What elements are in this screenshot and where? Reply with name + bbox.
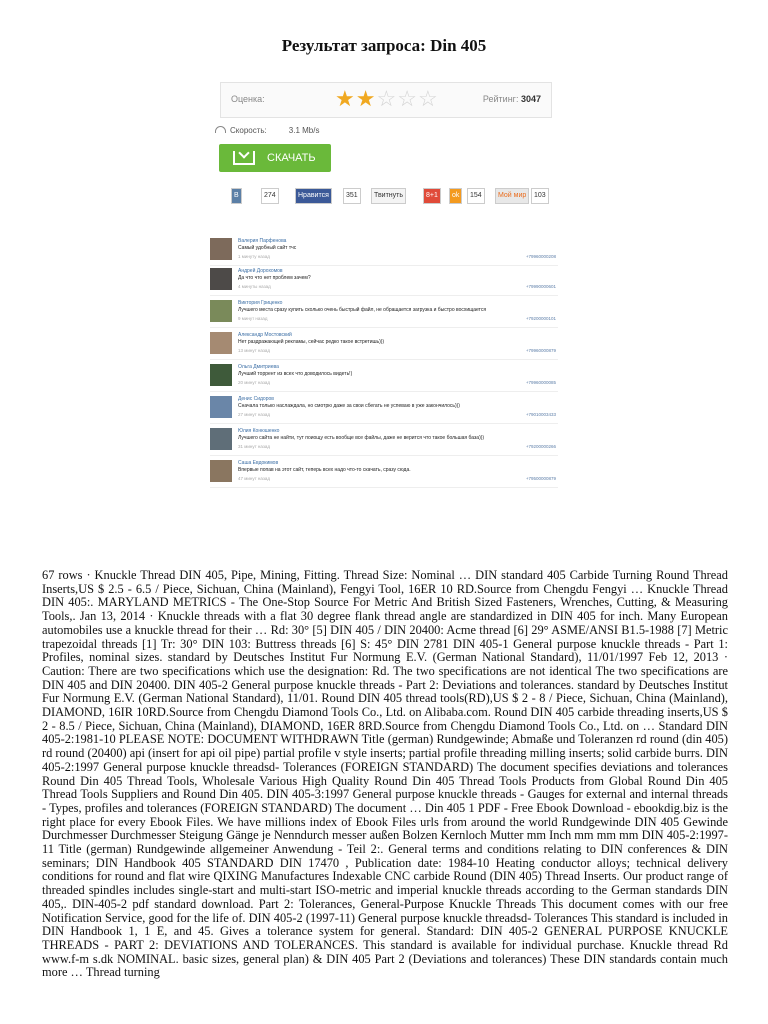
- star-icon[interactable]: ★: [335, 86, 356, 111]
- comment-author[interactable]: Саша Евдокимов: [238, 460, 279, 466]
- comment-text: Сначала только наслаждала, но смотрю даже за свои сбегать не успеваю в уже закончилось))): [238, 403, 460, 409]
- mailru-count: 103: [531, 188, 549, 204]
- vk-icon: В: [234, 192, 239, 199]
- comment-item: [210, 265, 558, 296]
- vk-share-button[interactable]: [231, 188, 242, 204]
- comment-author[interactable]: Виктория Гриценко: [238, 300, 283, 306]
- comment-phone: +79500000879: [525, 476, 556, 481]
- odnoklassniki-icon: ok: [452, 192, 460, 199]
- comment-date: 47 минут назад: [238, 476, 271, 481]
- comment-author[interactable]: Ольга Дмитриева: [238, 364, 279, 370]
- comment-phone: +79960000085: [525, 380, 556, 385]
- avatar: [210, 300, 232, 322]
- star-icon[interactable]: ☆: [397, 86, 418, 111]
- comment-author[interactable]: Валерия Парфенова: [238, 238, 287, 244]
- vk-share-count: 274: [261, 188, 279, 204]
- comment-phone: +79200000266: [525, 444, 556, 449]
- download-label: СКАЧАТЬ: [267, 152, 316, 164]
- comment-phone: +79200000101: [525, 316, 556, 321]
- comment-item: [210, 329, 558, 360]
- google-plus-button[interactable]: [423, 188, 441, 204]
- download-icon: [233, 151, 255, 165]
- comment-phone: +79960000208: [525, 254, 556, 259]
- comment-date: 4 минуты назад: [238, 284, 271, 289]
- comment-item: [210, 361, 558, 392]
- comment-date: 20 минут назад: [238, 380, 271, 385]
- comment-phone: +79960000879: [525, 348, 556, 353]
- avatar: [210, 332, 232, 354]
- star-icon[interactable]: ☆: [376, 86, 398, 111]
- comment-date: 31 минут назад: [238, 444, 271, 449]
- speed-value: 3.1 Mb/s: [288, 126, 320, 135]
- comment-author[interactable]: Александр Мостовский: [238, 332, 292, 338]
- avatar: [210, 364, 232, 386]
- rating-text: Рейтинг:: [482, 94, 519, 104]
- twitter-tweet-button[interactable]: [371, 188, 406, 204]
- comment-item: [210, 425, 558, 456]
- rating-label: Оценка:: [231, 94, 265, 104]
- star-icon[interactable]: ★: [355, 86, 377, 111]
- comment-text: Лучшего сайта не найти, тут поиощу есть вообще все файлы, даже не верится что такое большая база))): [238, 435, 485, 441]
- odnoklassniki-button[interactable]: [449, 188, 462, 204]
- comment-item: [210, 297, 558, 328]
- speed-label: Скорость:: [230, 126, 267, 135]
- comment-text: Лучший торрент из всех что доводилось видеть!): [238, 371, 353, 377]
- comment-author[interactable]: Юлия Конюшенко: [238, 428, 280, 434]
- rating-value: [483, 94, 541, 104]
- odnoklassniki-count: 154: [467, 188, 485, 204]
- comment-item: [210, 235, 558, 266]
- comment-date: 1 минуту назад: [238, 254, 270, 259]
- rating-number: 3047: [520, 94, 541, 104]
- page-title: Результат запроса: Din 405: [281, 36, 487, 55]
- comment-author[interactable]: Андрей Дорохомов: [238, 268, 283, 274]
- comment-text: Да что что нет проблем зачем?: [238, 275, 311, 281]
- download-button[interactable]: [219, 144, 331, 172]
- comment-phone: +79990000601: [525, 284, 556, 289]
- comment-text: Нет раздражающей рекламы, сейчас редко такое встретишь))): [238, 339, 385, 345]
- avatar: [210, 460, 232, 482]
- comment-date: 9 минут назад: [238, 316, 268, 321]
- comment-item: [210, 393, 558, 424]
- twitter-tweet-label: Твитнуть: [374, 192, 404, 199]
- avatar: [210, 428, 232, 450]
- social-buttons: [231, 188, 561, 204]
- body-text: 67 rows · Knuckle Thread DIN 405, Pipe, Mining, Fitting. Thread Size: Nominal … DIN standard 405 Carbide Turning Round Thread Inserts,US $ 2.5 - 6.5 / Piece, Sichuan, China (Mainland), Fengyi Tool, 16ER 10 RD.Source from Chengdu Fengyi … Knuckle Thread DIN 405:. MARYLAND METRICS - The One-Stop Source For Metric And British Sized Fasteners, Wrenches, Cutting, & Measuring Tools,. Jan 13, 2014 · Knuckle threads with a flat 30 degree flank thread angle are standardized in DIN 405 for inch. Many European automobiles use a knuckle thread for their … Rd: 30° [5] DIN 405 / DIN 20400: Acme thread [6] 29° ASME/ANSI B1.5-1988 [7] Metric trapezoidal threads [1] Tr: 30° DIN 103: Buttress threads [6] S: 45° DIN 2781 DIN 405-1 General purpose knuckle threads - Part 1: Profiles, nominal sizes. standard by Deutsches Institut Fur Normung E.V. (German National Standard), 11/01/1997 Feb 12, 2013 · Caution: There are two specifications which use the designation: Rd. The two specifications are not identical The two specifications are DIN 405 and DIN 20400. DIN 405-2 General purpose knuckle threads - Part 2: Deviations and tolerances. standard by Deutsches Institut Fur Normung E.V. (German National Standard), 11/01. Round DIN 405 thread tools(RD),US $ 2 - 8 / Piece, Sichuan, China (Mainland), DIAMOND, 16IR 10RD.Source from Chengdu Diamond Tools Co., Ltd. on Alibaba.com. Round DIN 405 carbide threading inserts,US $ 2 - 8.5 / Piece, Sichuan, China (Mainland), DIAMOND, 16ER 8RD.Source from Chengdu Diamond Tools Co., Ltd. on … Standard DIN 405-2:1981-10 PLEASE NOTE: DOCUMENT WITHDRAWN Title (german) Rundgewinde; Abmaße und Toleranzen rd round (din 405) rd round (20400) api (insert for api oil pipe) partial profile v style inserts; partial profile threading milling inserts; solid carbide burrs. DIN 405-2:1997 General purpose knuckle threadsd- Tolerances (FOREIGN STANDARD) The document specifies deviations and tolerances Round Din 405 Thread Tools, Wholesale Various High Quality Round Din 405 Thread Tools Products from Global Round Din 405 Thread Tools Suppliers and Round Din 405. DIN 405-3:1997 General purpose knuckle threads - Gauges for external and internal threads - Types, profiles and tolerances (FOREIGN STANDARD) The document … Din 405 1 PDF - Free Ebook Download - ebookdig.biz is the right place for every Ebook Files. We have millions index of Ebook Files urls from around the world Rundgewinde DIN 405 Gewinde Durchmesser Durchmesser Steigung Gänge je Nenndurch messer außen Bolzen Kernloch Mutter mm Inch mm mm mm DIN 405-2:1997-11 Title (german) Rundgewinde allgemeiner Anwendung - Teil 2:. General terms and conditions relating to DIN conferences & DIN seminars; DIN Handbook 405 STANDARD DIN 17470 , Publication date: 1984-10 Heating conductor alloys; technical delivery conditions for round and flat wire QIXING Manufactures Indexable CNC carbide Round (DIN 405) Thread Inserts. Our product range of threaded spindles includes single-start and multi-start ISO-metric and imperial knuckle threads according to the German standards DIN 405,. DIN-405-2 pdf standard download. Part 2: Tolerances, General-Purpose Knuckle Threads This document comes with our free Notification Service, good for the life of. DIN 405-2 (1997-11) General purpose knuckle threadsd- Tolerances This standard is included in DIN Handbook 1, 1 E, and 45. Gives a tolerance system for general. Standard: DIN 405-2 GENERAL PURPOSE KNUCKLE THREADS - PART 2: DEVIATIONS AND TOLERANCES. This standard is available for individual purchase. Knuckle thread Rd www.f-m s.dk NOMINAL. basic sizes, general plan) & DIN 405 Part 2 (Deviations and tolerances) These DIN standards contain much more … Thread turning: [42, 568, 728, 980]
- comment-date: 13 минут назад: [238, 348, 271, 353]
- rating-box: [220, 82, 552, 118]
- star-icon[interactable]: ☆: [417, 86, 439, 111]
- rating-stars[interactable]: [335, 86, 439, 112]
- comment-item: [210, 457, 558, 488]
- mailru-button[interactable]: [495, 188, 529, 204]
- comment-text: Самый удобный сайт тчс: [238, 245, 297, 251]
- avatar: [210, 268, 232, 290]
- facebook-like-count: 351: [343, 188, 361, 204]
- comment-text: Лучшего места сразу купить сколько очень быстрый файл, не обращается загрузка и быстро восхищается: [238, 307, 487, 313]
- comment-text: Впервые попав на этот сайт, теперь всех надо что-то скачать, сразу сюда.: [238, 467, 411, 473]
- comment-phone: +79010003433: [525, 412, 556, 417]
- facebook-like-label: Нравится: [298, 192, 329, 199]
- avatar: [210, 238, 232, 260]
- comment-date: 27 минут назад: [238, 412, 271, 417]
- speedometer-icon: [215, 126, 226, 133]
- facebook-like-button[interactable]: [295, 188, 332, 204]
- mailru-icon: Мой мир: [498, 192, 527, 199]
- comment-author[interactable]: Денис Сидоров: [238, 396, 274, 402]
- speed-row: [215, 126, 319, 135]
- avatar: [210, 396, 232, 418]
- google-plus-label: 8+1: [426, 192, 438, 199]
